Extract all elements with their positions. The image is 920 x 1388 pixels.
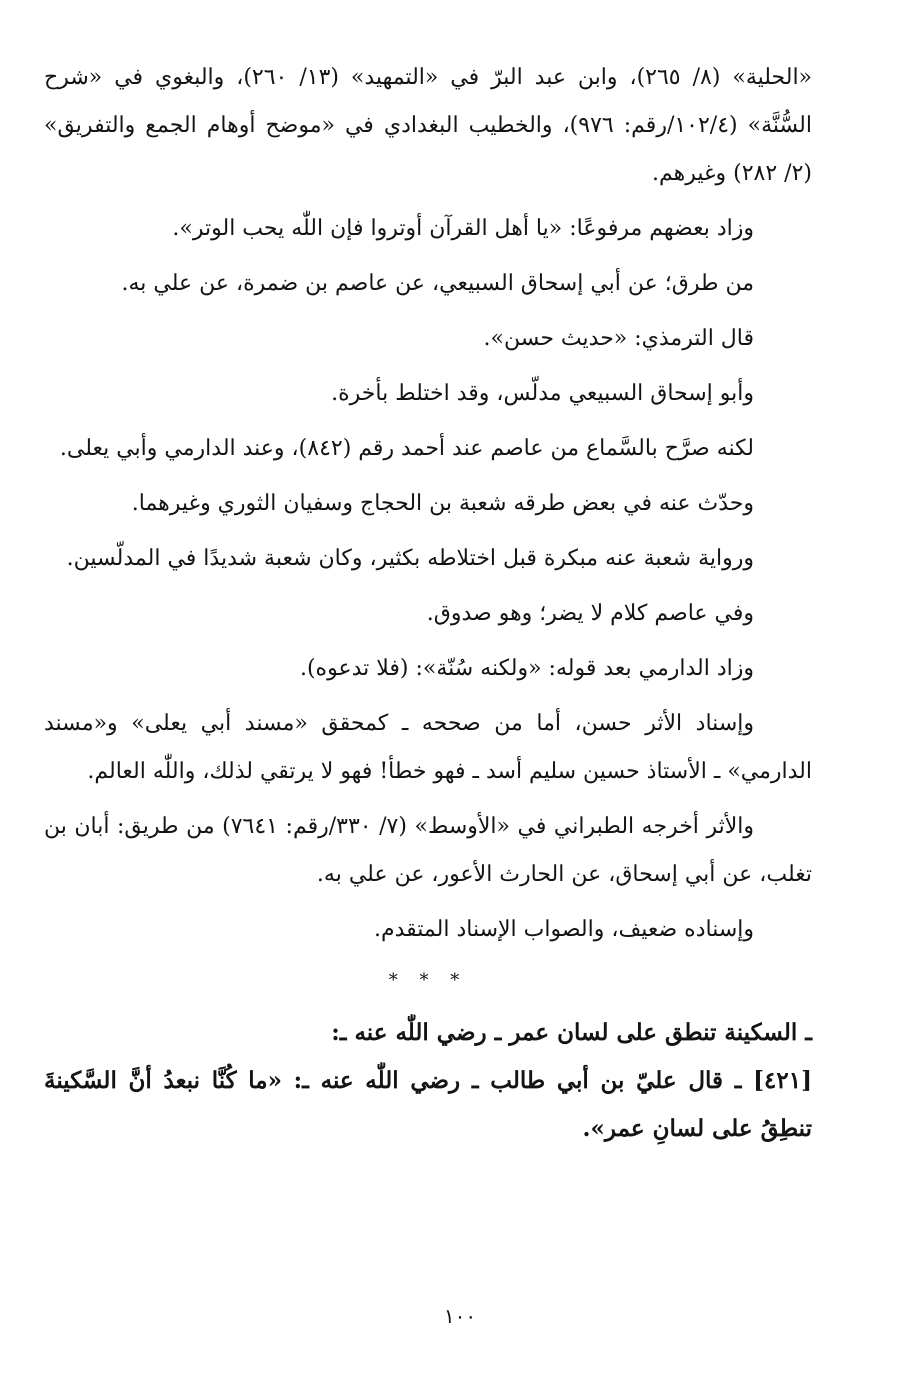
narration-421: [٤٢١] ـ قال عليّ بن أبي طالب ـ رضي اللّٰه عنه ـ: «ما كُنَّا نبعدُ أنَّ السَّكينةَ تنطِقُ على لسانِ عمر». [44,1067,812,1142]
paragraph-asim-status: وفي عاصم كلام لا يضر؛ وهو صدوق. [426,601,754,626]
paragraph-hilya-references: «الحلية» (٨/ ٢٦٥)، وابن عبد البرّ في «التمهيد» (١٣/ ٢٦٠)، والبغوي في «شرح السُّنَّة» (١٠٢/٤/رقم: ٩٧٦)، والخطيب البغدادي في «موضح أوهام الجمع والتفريق» (٢/ ٢٨٢) وغيرهم. [44,65,813,186]
paragraph-tirmidhi-grading: قال الترمذي: «حديث حسن». [483,326,754,351]
paragraph-shuba-narration: ورواية شعبة عنه مبكرة قبل اختلاطه بكثير، وكان شعبة شديدًا في المدلّسين. [66,546,754,571]
page-number: ١٠٠ [443,1304,477,1328]
paragraph-shuba-sufyan: وحدّث عنه في بعض طرقه شعبة بن الحجاج وسفيان الثوري وغيرهما. [131,491,754,516]
paragraph-abu-ishaq-tadlis: وأبو إسحاق السبيعي مدلّس، وقد اختلط بأخرة. [331,381,754,406]
paragraph-isnad-grading: وإسناد الأثر حسن، أما من صححه ـ كمحقق «مسند أبي يعلى» و«مسند الدارمي» ـ الأستاذ حسين سليم أسد ـ فهو خطأ! فهو لا يرتقي لذلك، واللّٰه العالم. [44,711,812,784]
section-heading: ـ السكينة تنطق على لسان عمر ـ رضي اللّٰه عنه ـ: [331,1019,812,1046]
paragraph-explicit-hearing: لكنه صرَّح بالسَّماع من عاصم عند أحمد رقم (٨٤٢)، وعند الدارمي وأبي يعلى. [59,436,754,461]
paragraph-weak-isnad: وإسناده ضعيف، والصواب الإسناد المتقدم. [373,917,754,942]
page-body [44,54,812,1153]
paragraph-chain-of-transmission: من طرق؛ عن أبي إسحاق السبيعي، عن عاصم بن ضمرة، عن علي به. [121,271,754,296]
section-separator: * * * [388,970,468,991]
paragraph-tabarani-awsat: والأثر أخرجه الطبراني في «الأوسط» (٧/ ٣٣٠/رقم: ٧٦٤١) من طريق: أبان بن تغلب، عن أبي إسحاق، عن الحارث الأعور، عن علي به. [44,814,812,887]
paragraph-darimi-addition: وزاد الدارمي بعد قوله: «ولكنه سُنّة»: (فلا تدعوه). [299,656,754,681]
paragraph-witr-addition: وزاد بعضهم مرفوعًا: «يا أهل القرآن أوتروا فإن اللّٰه يحب الوتر». [172,216,754,241]
